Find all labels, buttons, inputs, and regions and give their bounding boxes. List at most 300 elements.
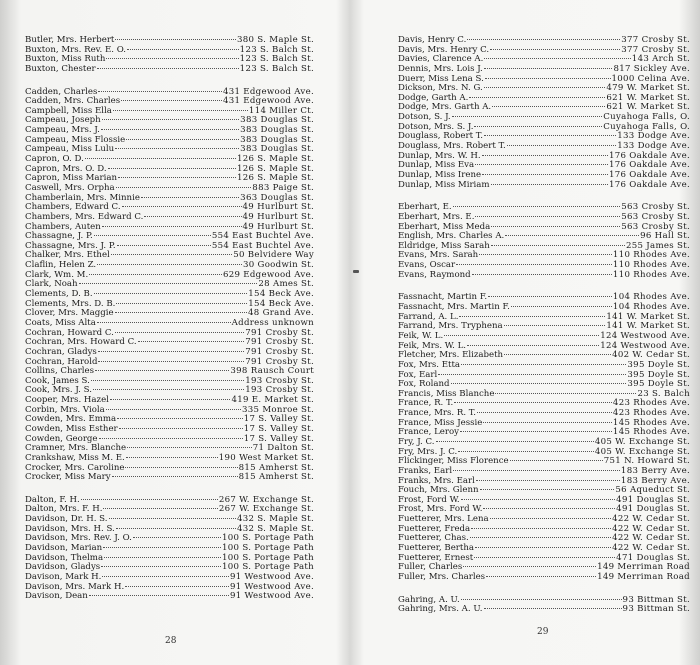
- leader-dots: [115, 332, 244, 333]
- leader-dots: [463, 566, 596, 567]
- entry-name: Davison, Mrs. Mark H.: [25, 581, 125, 592]
- entry-address: 100 S. Portage Path: [222, 543, 314, 554]
- entry-name: Frost, Ford W.: [398, 494, 460, 505]
- entry-address: 193 Crosby St.: [245, 385, 314, 396]
- entry-name: Cochran, Howard C.: [25, 327, 114, 338]
- entry-address: 267 W. Exchange St.: [218, 494, 314, 505]
- entry-name: Cadden, Mrs. Charles: [25, 96, 121, 107]
- entry-name: Fuetterer, Ernest: [398, 552, 474, 563]
- entry-address: 815 Amherst St.: [238, 472, 314, 483]
- entry-name: Evans, Raymond: [398, 269, 471, 280]
- entry-name: Caswell, Mrs. Orpha: [25, 182, 115, 193]
- leader-dots: [491, 226, 620, 227]
- entry-name: Claflin, Helen Z.: [25, 260, 97, 271]
- entry-name: Chambers, Mrs. Edward C.: [25, 211, 144, 222]
- entry-name: Franks, Earl: [398, 465, 453, 476]
- entry-name: Franks, Mrs. Earl: [398, 475, 475, 486]
- entry-address: 126 S. Maple St.: [236, 173, 314, 184]
- entry-address: 791 Crosby St.: [245, 337, 314, 348]
- leader-dots: [93, 389, 244, 390]
- leader-dots: [444, 335, 599, 336]
- entry-address: 554 East Buchtel Ave.: [211, 231, 314, 242]
- entry-address: 149 Merriman Road: [597, 571, 690, 582]
- binding-staple: [353, 270, 359, 273]
- entry-address: 491 Douglas St.: [616, 504, 690, 515]
- entry-name: Capron, O. D.: [25, 154, 84, 165]
- directory-entry: [25, 592, 314, 602]
- leader-dots: [482, 174, 608, 175]
- entry-name: Cowden, George: [25, 433, 98, 444]
- leader-dots: [459, 316, 605, 317]
- leader-dots: [97, 68, 239, 69]
- leader-dots: [102, 576, 229, 577]
- entry-name: Frost, Mrs. Ford W.: [398, 504, 483, 515]
- leader-dots: [484, 608, 622, 609]
- leader-dots: [507, 145, 616, 146]
- leader-dots: [471, 528, 611, 529]
- entry-name: Clements, D. B.: [25, 289, 93, 300]
- left-page-number: 28: [165, 636, 177, 646]
- entry-name: Cramner, Mrs. Blanche: [25, 443, 127, 454]
- entry-name: Douglass, Robert T.: [398, 131, 483, 142]
- entry-name: Chambers, Auten: [25, 221, 101, 232]
- leader-dots: [98, 351, 244, 352]
- section-gap: [25, 75, 314, 88]
- entry-name: Cochran, Mrs. Howard C.: [25, 337, 137, 348]
- leader-dots: [85, 158, 236, 159]
- entry-name: Clark, Wm. M.: [25, 269, 89, 280]
- entry-name: Dickson, Mrs. N. G.: [398, 83, 483, 94]
- leader-dots: [98, 91, 222, 92]
- leader-dots: [115, 39, 236, 40]
- entry-name: Davidson, Marian: [25, 543, 103, 554]
- entry-name: Campeau, Mrs. J.: [25, 125, 100, 136]
- entry-address: 621 W. Market St.: [606, 92, 690, 103]
- entry-address: 395 Doyle St.: [627, 369, 690, 380]
- leader-dots: [467, 345, 599, 346]
- leader-dots: [111, 254, 232, 255]
- entry-address: 402 W. Cedar St.: [612, 350, 690, 361]
- leader-dots: [436, 441, 594, 442]
- entry-name: Davies, Clarence A.: [398, 54, 484, 65]
- entry-name: Davidson, Dr. H. S.: [25, 514, 108, 525]
- entry-name: France, Mrs. R. T.: [398, 408, 477, 419]
- entry-address: 791 Crosby St.: [245, 327, 314, 338]
- entry-address: 145 Rhodes Ave.: [612, 427, 690, 438]
- entry-name: Dunlap, Miss Eva: [398, 160, 475, 171]
- leader-dots: [133, 537, 221, 538]
- entry-name: Fassnacht, Mrs. Martin F.: [398, 302, 510, 313]
- entry-name: Cadden, Charles: [25, 86, 98, 97]
- leader-dots: [89, 595, 229, 596]
- entry-address: 335 Monroe St.: [241, 404, 314, 415]
- entry-address: 176 Oakdale Ave.: [608, 150, 690, 161]
- entry-address: 104 Rhodes Ave.: [612, 292, 690, 303]
- leader-dots: [491, 184, 608, 185]
- entry-address: 28 Ames St.: [258, 279, 314, 290]
- entry-address: 267 W. Exchange St.: [218, 504, 314, 515]
- entry-address: 380 S. Maple St.: [236, 35, 314, 45]
- entry-address: 377 Crosby St.: [621, 44, 690, 55]
- entry-name: Clark, Noah: [25, 279, 78, 290]
- entry-name: Chambers, Edward C.: [25, 202, 121, 213]
- entry-name: Dalton, Mrs. F. H.: [25, 504, 103, 515]
- entry-address: 100 S. Portage Path: [222, 562, 314, 573]
- left-page-directory: [25, 36, 314, 602]
- leader-dots: [104, 557, 221, 558]
- leader-dots: [492, 106, 605, 107]
- entry-address: 398 Rausch Court: [230, 366, 314, 377]
- entry-address: 56 Aqueduct St.: [615, 485, 690, 496]
- leader-dots: [116, 187, 252, 188]
- leader-dots: [125, 467, 237, 468]
- entry-name: Fuetterer, Mrs. Lena: [398, 514, 489, 525]
- leader-dots: [101, 566, 221, 567]
- leader-dots: [484, 58, 630, 59]
- entry-address: 114 Miller Ct.: [248, 105, 314, 116]
- entry-address: 176 Oakdale Ave.: [608, 179, 690, 190]
- entry-address: 621 W. Market St.: [606, 102, 690, 113]
- leader-dots: [505, 235, 639, 236]
- directory-entry: [398, 605, 690, 615]
- entry-address: 383 Douglas St.: [240, 125, 314, 136]
- entry-name: Douglass, Mrs. Robert T.: [398, 141, 506, 152]
- leader-dots: [91, 380, 244, 381]
- entry-address: 405 W. Exchange St.: [594, 446, 690, 457]
- entry-name: Fox, Earl: [398, 369, 438, 380]
- entry-address: 255 James St.: [625, 240, 690, 251]
- entry-address: 791 Crosby St.: [245, 346, 314, 357]
- leader-dots: [461, 364, 626, 365]
- entry-address: 141 W. Market St.: [606, 311, 690, 322]
- entry-name: Davidson, Mrs. Rev. J. O.: [25, 533, 132, 544]
- entry-address: 48 Grand Ave.: [248, 308, 314, 319]
- entry-address: 110 Rhodes Ave.: [612, 250, 690, 261]
- leader-dots: [511, 306, 612, 307]
- entry-name: Davison, Mark H.: [25, 571, 102, 582]
- entry-address: 49 Hurlburt St.: [242, 221, 314, 232]
- leader-dots: [97, 264, 242, 265]
- leader-dots: [125, 586, 229, 587]
- entry-name: Davis, Henry C.: [398, 35, 467, 45]
- entry-name: Evans, Mrs. Sarah: [398, 250, 479, 261]
- entry-address: 190 West Market St.: [218, 452, 314, 463]
- entry-name: Gahring, Mrs. A. U.: [398, 604, 483, 615]
- entry-name: Eberhart, E.: [398, 202, 452, 213]
- leader-dots: [491, 245, 625, 246]
- entry-address: 176 Oakdale Ave.: [608, 160, 690, 171]
- leader-dots: [116, 303, 247, 304]
- leader-dots: [490, 49, 620, 50]
- entry-address: 423 Rhodes Ave.: [612, 398, 690, 409]
- entry-name: Gahring, A. U.: [398, 594, 460, 605]
- leader-dots: [452, 116, 603, 117]
- entry-name: Crocker, Mrs. Caroline: [25, 462, 125, 473]
- entry-name: Dotson, Mrs. S. J.: [398, 121, 474, 132]
- entry-name: English, Mrs. Charles A.: [398, 231, 505, 242]
- entry-name: Eldridge, Miss Sarah: [398, 240, 490, 251]
- leader-dots: [103, 508, 217, 509]
- entry-address: 149 Merriman Road: [597, 562, 690, 573]
- leader-dots: [141, 197, 239, 198]
- entry-address: 123 S. Balch St.: [239, 44, 314, 55]
- entry-address: 17 S. Valley St.: [243, 433, 314, 444]
- entry-name: Coats, Miss Alta: [25, 317, 96, 328]
- entry-name: Cook, Mrs. J. S.: [25, 385, 92, 396]
- entry-name: Fuller, Mrs. Charles: [398, 571, 486, 582]
- entry-address: 100 S. Portage Path: [222, 533, 314, 544]
- leader-dots: [117, 245, 211, 246]
- entry-address: Address unknown: [231, 317, 314, 328]
- entry-address: 49 Hurlburt St.: [242, 211, 314, 222]
- leader-dots: [482, 155, 608, 156]
- entry-address: 110 Rhodes Ave.: [612, 269, 690, 280]
- entry-name: Buxton, Mrs. Rev. E. O.: [25, 44, 126, 55]
- entry-address: 817 Sickley Ave.: [613, 63, 690, 74]
- leader-dots: [97, 322, 231, 323]
- leader-dots: [110, 399, 231, 400]
- leader-dots: [106, 409, 241, 410]
- entry-name: France, Leroy: [398, 427, 460, 438]
- leader-dots: [99, 438, 243, 439]
- leader-dots: [453, 206, 621, 207]
- entry-name: Clover, Mrs. Maggie: [25, 308, 114, 319]
- entry-address: 123 S. Balch St.: [239, 54, 314, 65]
- leader-dots: [456, 264, 612, 265]
- entry-address: 422 W. Cedar St.: [612, 533, 690, 544]
- leader-dots: [94, 235, 211, 236]
- entry-address: 383 Douglas St.: [240, 115, 314, 126]
- entry-address: 96 Hall St.: [640, 231, 690, 242]
- leader-dots: [119, 428, 243, 429]
- leader-dots: [108, 168, 236, 169]
- leader-dots: [138, 341, 245, 342]
- leader-dots: [504, 354, 611, 355]
- entry-name: Buxton, Chester: [25, 63, 96, 74]
- leader-dots: [470, 537, 611, 538]
- leader-dots: [122, 206, 242, 207]
- entry-name: Eberhart, Miss Meda: [398, 221, 491, 232]
- entry-address: 432 S. Maple St.: [236, 514, 314, 525]
- entry-name: Crocker, Miss Mary: [25, 472, 111, 483]
- leader-dots: [484, 87, 606, 88]
- entry-name: Campbell, Miss Ella: [25, 105, 112, 116]
- leader-dots: [461, 599, 622, 600]
- entry-name: France, R. T.: [398, 398, 454, 409]
- entry-name: Fuller, Charles: [398, 562, 463, 573]
- leader-dots: [121, 100, 222, 101]
- leader-dots: [475, 216, 620, 217]
- entry-name: Fletcher, Mrs. Elizabeth: [398, 350, 504, 361]
- entry-name: Feik, W. L.: [398, 330, 444, 341]
- entry-address: 432 S. Maple St.: [236, 523, 314, 534]
- leader-dots: [504, 325, 606, 326]
- leader-dots: [126, 457, 218, 458]
- entry-name: Chalker, Mrs. Ethel: [25, 250, 110, 261]
- entry-address: 419 E. Market St.: [231, 395, 314, 406]
- entry-name: Dalton, F. H.: [25, 494, 80, 505]
- entry-address: 422 W. Cedar St.: [612, 543, 690, 554]
- leader-dots: [483, 422, 612, 423]
- leader-dots: [113, 110, 248, 111]
- directory-entry: [398, 271, 690, 281]
- entry-address: 91 Westwood Ave.: [229, 571, 314, 582]
- entry-name: Cook, James S.: [25, 375, 90, 386]
- entry-address: 17 S. Valley St.: [243, 414, 314, 425]
- leader-dots: [477, 412, 612, 413]
- entry-name: Cochran, Gladys: [25, 346, 97, 357]
- leader-dots: [101, 129, 239, 130]
- entry-address: 93 Bittman St.: [622, 604, 690, 615]
- entry-address: 126 S. Maple St.: [236, 163, 314, 174]
- entry-address: 141 W. Market St.: [606, 321, 690, 332]
- entry-address: 145 Rhodes Ave.: [612, 417, 690, 428]
- leader-dots: [483, 508, 615, 509]
- entry-address: 554 East Buchtel Ave.: [211, 240, 314, 251]
- entry-address: 422 W. Cedar St.: [612, 514, 690, 525]
- leader-dots: [480, 489, 615, 490]
- entry-name: France, Miss Jessie: [398, 417, 483, 428]
- entry-name: Feik, Mrs. W. L.: [398, 340, 467, 351]
- leader-dots: [454, 402, 612, 403]
- entry-name: Fox, Mrs. Etta: [398, 359, 461, 370]
- entry-address: 193 Crosby St.: [245, 375, 314, 386]
- entry-address: 49 Hurlburt St.: [242, 202, 314, 213]
- leader-dots: [79, 283, 258, 284]
- entry-name: Fry, Mrs. J. C.: [398, 446, 458, 457]
- leader-dots: [488, 296, 612, 297]
- entry-name: Dunlap, Mrs. W. H.: [398, 150, 481, 161]
- entry-name: Fouch, Mrs. Glenn: [398, 485, 479, 496]
- entry-name: Davidson, Thelma: [25, 552, 104, 563]
- leader-dots: [484, 135, 616, 136]
- leader-dots: [495, 393, 636, 394]
- entry-address: 815 Amherst St.: [238, 462, 314, 473]
- entry-address: 23 S. Balch: [637, 388, 690, 399]
- leader-dots: [116, 528, 236, 529]
- entry-name: Fassnacht, Martin F.: [398, 292, 488, 303]
- entry-name: Cochran, Harold: [25, 356, 98, 367]
- directory-entry: [25, 473, 314, 483]
- entry-name: Francis, Miss Blanche: [398, 388, 495, 399]
- entry-address: 1000 Celina Ave.: [611, 73, 690, 84]
- entry-address: 123 S. Balch St.: [239, 63, 314, 74]
- entry-address: 563 Crosby St.: [621, 221, 690, 232]
- leader-dots: [112, 476, 238, 477]
- entry-address: 183 Berry Ave.: [620, 465, 690, 476]
- leader-dots: [109, 518, 236, 519]
- entry-address: 30 Goodwin St.: [242, 260, 314, 271]
- section-gap: [25, 483, 314, 496]
- entry-address: 110 Rhodes Ave.: [612, 260, 690, 271]
- entry-name: Eberhart, Mrs. E.: [398, 211, 475, 222]
- entry-address: 124 Westwood Ave.: [600, 330, 690, 341]
- entry-name: Campeau, Miss Lulu: [25, 144, 115, 155]
- entry-address: Cuyahoga Falls, O.: [603, 121, 690, 132]
- leader-dots: [115, 148, 239, 149]
- entry-address: 431 Edgewood Ave.: [222, 96, 314, 107]
- leader-dots: [467, 39, 620, 40]
- entry-name: Buxton, Miss Ruth: [25, 54, 106, 65]
- entry-address: 471 Douglas St.: [616, 552, 690, 563]
- entry-name: Dodge, Garth A.: [398, 92, 469, 103]
- leader-dots: [476, 480, 620, 481]
- entry-address: 491 Douglas St.: [616, 494, 690, 505]
- entry-name: Fuetterer, Chas.: [398, 533, 469, 544]
- entry-name: Chassagne, Mrs. J. P.: [25, 240, 116, 251]
- entry-name: Fry, J. C.: [398, 436, 435, 447]
- entry-name: Fuetterer, Freda: [398, 523, 471, 534]
- directory-entry: [398, 573, 690, 583]
- entry-address: 422 W. Cedar St.: [612, 523, 690, 534]
- right-page-number: 29: [537, 627, 549, 637]
- leader-dots: [485, 78, 611, 79]
- entry-address: 133 Dodge Ave.: [617, 131, 690, 142]
- entry-address: 100 S. Portage Path: [222, 552, 314, 563]
- entry-name: Campeau, Miss Flossie: [25, 134, 126, 145]
- entry-address: 17 S. Valley St.: [243, 423, 314, 434]
- leader-dots: [453, 470, 620, 471]
- directory-entry: [25, 65, 314, 75]
- entry-address: 176 Oakdale Ave.: [608, 169, 690, 180]
- entry-address: 383 Douglas St.: [240, 134, 314, 145]
- leader-dots: [460, 431, 612, 432]
- leader-dots: [474, 126, 602, 127]
- leader-dots: [475, 164, 608, 165]
- entry-name: Dunlap, Miss Irene: [398, 169, 482, 180]
- entry-name: Farrand, Mrs. Tryphena: [398, 321, 503, 332]
- leader-dots: [81, 499, 218, 500]
- leader-dots: [461, 499, 616, 500]
- entry-address: 395 Doyle St.: [627, 379, 690, 390]
- entry-name: Davidson, Mrs. H. S.: [25, 523, 115, 534]
- entry-address: 91 Westwood Ave.: [229, 581, 314, 592]
- entry-address: 124 Westwood Ave.: [600, 340, 690, 351]
- entry-address: 133 Dodge Ave.: [617, 141, 690, 152]
- entry-address: 479 W. Market St.: [606, 83, 690, 94]
- entry-address: 104 Rhodes Ave.: [612, 302, 690, 313]
- leader-dots: [486, 576, 596, 577]
- leader-dots: [102, 226, 242, 227]
- entry-name: Fox, Roland: [398, 379, 450, 390]
- entry-name: Cowden, Miss Esther: [25, 423, 118, 434]
- entry-name: Fuetterer, Bertha: [398, 543, 475, 554]
- leader-dots: [127, 447, 252, 448]
- leader-dots: [438, 374, 626, 375]
- leader-dots: [106, 58, 238, 59]
- entry-address: 154 Beck Ave.: [248, 289, 314, 300]
- leader-dots: [484, 68, 613, 69]
- entry-name: Davidson, Gladys: [25, 562, 101, 573]
- entry-address: 93 Bittman St.: [622, 594, 690, 605]
- entry-name: Chassagne, J. P.: [25, 231, 93, 242]
- entry-address: 751 N. Howard St.: [603, 456, 690, 467]
- entry-name: Davis, Mrs. Henry C.: [398, 44, 490, 55]
- leader-dots: [475, 547, 611, 548]
- entry-name: Capron, Miss Marian: [25, 173, 118, 184]
- right-page-directory: [398, 36, 690, 615]
- leader-dots: [102, 119, 239, 120]
- entry-name: Dennis, Mrs. Lois J.: [398, 63, 483, 74]
- entry-name: Flickinger, Miss Florence: [398, 456, 509, 467]
- entry-address: 154 Beck Ave.: [248, 298, 314, 309]
- leader-dots: [127, 49, 239, 50]
- entry-name: Clements, Mrs. D. B.: [25, 298, 116, 309]
- leader-dots: [451, 383, 627, 384]
- leader-dots: [474, 557, 615, 558]
- leader-dots: [98, 361, 244, 362]
- leader-dots: [118, 177, 236, 178]
